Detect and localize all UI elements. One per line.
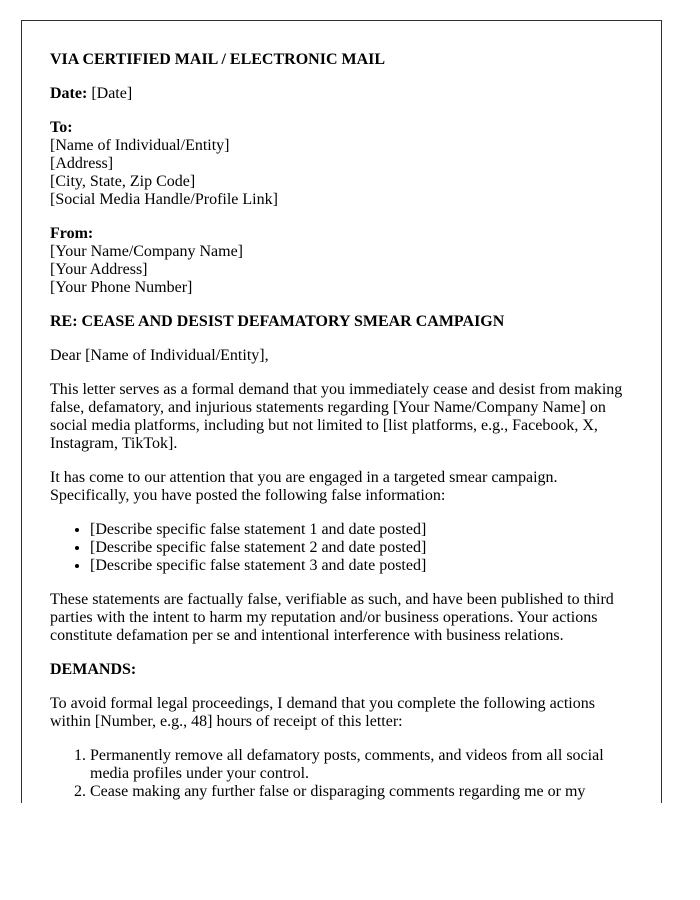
- demands-heading-text: DEMANDS:: [50, 661, 137, 678]
- paragraph-statements-false: These statements are factually false, verifiable as such, and have been published to third parties with the intent to harm my reputation and/or business operations. Your actions constitute defamation per se and intentional interference with business relations.: [50, 591, 614, 644]
- delivery-method-text: VIA CERTIFIED MAIL / ELECTRONIC MAIL: [50, 51, 386, 68]
- demand-item: 2. Cease making any further false or disparaging comments regarding me or my: [90, 783, 633, 801]
- paragraph-demands-intro: To avoid formal legal proceedings, I demand that you complete the following actions within [Number, e.g., 48] hours of receipt of this letter:: [50, 695, 595, 730]
- to-name-line: [Name of Individual/Entity]: [50, 137, 230, 154]
- salutation-line: Dear [Name of Individual/Entity],: [50, 347, 269, 364]
- delivery-method-line: [50, 51, 633, 69]
- subject-text: RE: CEASE AND DESIST DEFAMATORY SMEAR CAMPAIGN: [50, 313, 505, 330]
- false-statements-list: [50, 521, 633, 575]
- subject-line: [50, 313, 633, 331]
- from-block: [50, 225, 633, 297]
- false-statement-item: • [Describe specific false statement 3 and date posted]: [90, 557, 633, 575]
- to-block: [50, 119, 633, 209]
- to-label: To:: [50, 119, 73, 136]
- demands-heading-line: [50, 661, 633, 679]
- paragraph-attention: It has come to our attention that you are engaged in a targeted smear campaign. Specifically, you have posted the following false information:: [50, 469, 558, 504]
- date-value: [Date]: [91, 85, 133, 102]
- from-address-line: [Your Address]: [50, 261, 148, 278]
- to-city-line: [City, State, Zip Code]: [50, 173, 196, 190]
- date-line: [50, 85, 633, 103]
- from-name-line: [Your Name/Company Name]: [50, 243, 244, 260]
- paragraph-demand-intro: This letter serves as a formal demand that you immediately cease and desist from making false, defamatory, and injurious statements regarding [Your Name/Company Name] on social media platforms, including but not limited to [list platforms, e.g., Facebook, X, Instagram, TikTok].: [50, 381, 623, 452]
- letter-body: [21, 20, 662, 803]
- demands-list: [50, 747, 633, 801]
- date-label: Date:: [50, 85, 88, 102]
- from-phone-line: [Your Phone Number]: [50, 279, 193, 296]
- demand-item: 1. Permanently remove all defamatory posts, comments, and videos from all social media profiles under your control.: [90, 747, 633, 783]
- to-social-handle-line: [Social Media Handle/Profile Link]: [50, 191, 278, 208]
- to-address-line: [Address]: [50, 155, 114, 172]
- from-label: From:: [50, 225, 94, 242]
- false-statement-item: • [Describe specific false statement 1 and date posted]: [90, 521, 633, 539]
- false-statement-item: • [Describe specific false statement 2 and date posted]: [90, 539, 633, 557]
